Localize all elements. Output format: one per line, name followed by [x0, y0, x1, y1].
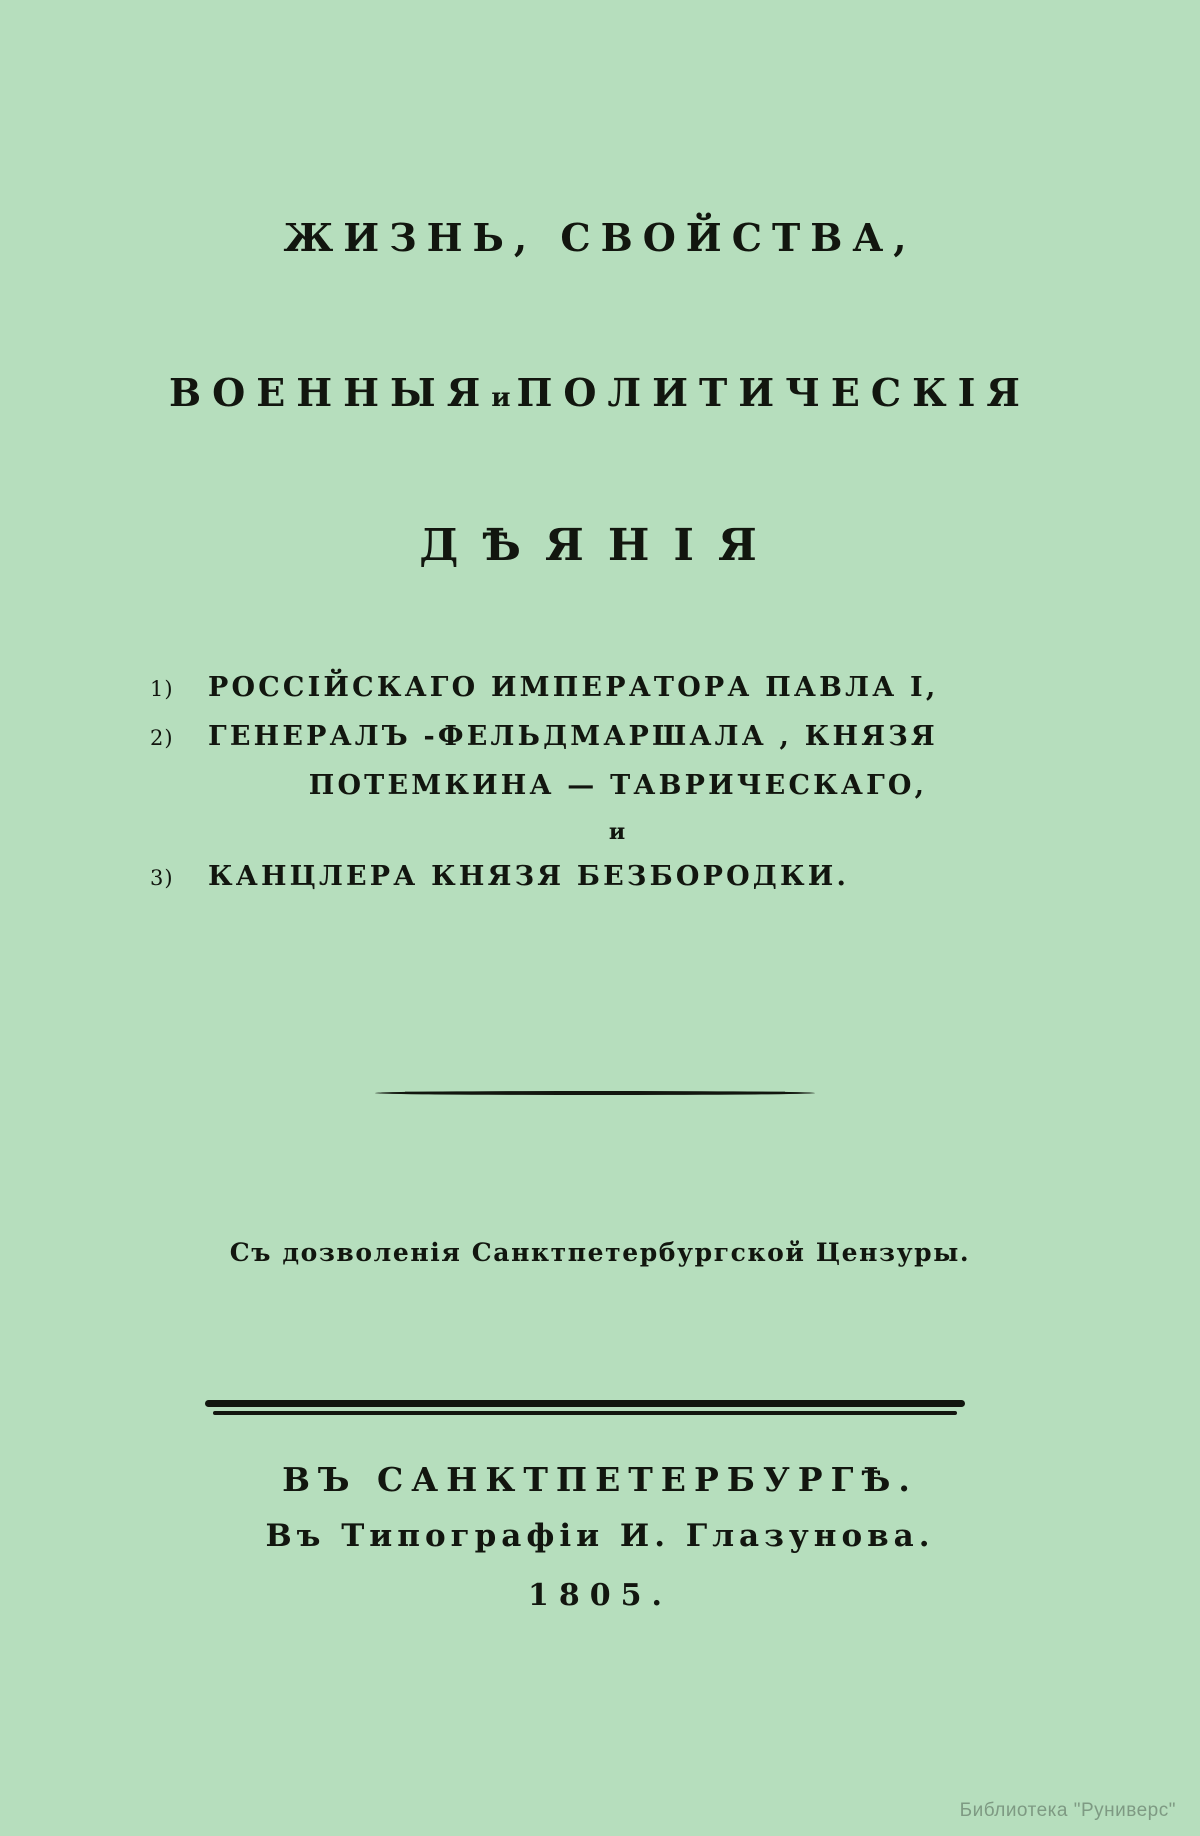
- list-item-number: 2): [150, 726, 174, 750]
- thick-divider-rule: [205, 1400, 965, 1418]
- imprint-city: ВЪ САНКТПЕТЕРБУРГѢ.: [282, 1460, 918, 1499]
- title-line-2-conjunction: и: [491, 383, 517, 413]
- list-item-label: РОССІЙСКАГО ИМПЕРАТОРА ПАВЛА I,: [208, 672, 939, 703]
- list-item-number: 1): [150, 677, 174, 701]
- title-line-3: ДѢЯНІЯ: [419, 520, 781, 571]
- imprint-printer: Въ Типографіи И. Глазунова.: [265, 1518, 935, 1554]
- list-item-number: 3): [150, 866, 174, 890]
- thin-divider-rule: [375, 1091, 815, 1095]
- censorship-note: Съ дозволенія Санктпетербургской Цензуры.: [229, 1238, 971, 1267]
- list-item: [150, 672, 1050, 703]
- title-line-2-part-2: ПОЛИТИЧЕСКІЯ: [516, 370, 1031, 415]
- library-watermark: Библиотека "Руниверс": [959, 1800, 1176, 1821]
- list-item-label: ГЕНЕРАЛЪ -ФЕЛЬДМАРШАЛА , КНЯЗЯ: [208, 721, 938, 752]
- title-line-2-part-1: ВОЕННЫЯ: [169, 370, 492, 415]
- list-item-label: КАНЦЛЕРА КНЯЗЯ БЕЗБОРОДКИ.: [208, 861, 850, 892]
- list-item-continuation: ПОТЕМКИНА — ТАВРИЧЕСКАГО,: [308, 770, 928, 801]
- title-line-2: [0, 370, 1200, 415]
- thick-rule-lower-bar: [213, 1411, 957, 1415]
- title-line-1: ЖИЗНЬ, СВОЙСТВА,: [283, 215, 917, 260]
- list-item: [150, 721, 1050, 752]
- imprint-year: 1805.: [528, 1578, 672, 1613]
- subject-list: [150, 672, 1050, 910]
- list-item: [150, 861, 1050, 892]
- list-conjunction: и: [608, 819, 628, 845]
- thick-rule-upper-bar: [205, 1400, 965, 1407]
